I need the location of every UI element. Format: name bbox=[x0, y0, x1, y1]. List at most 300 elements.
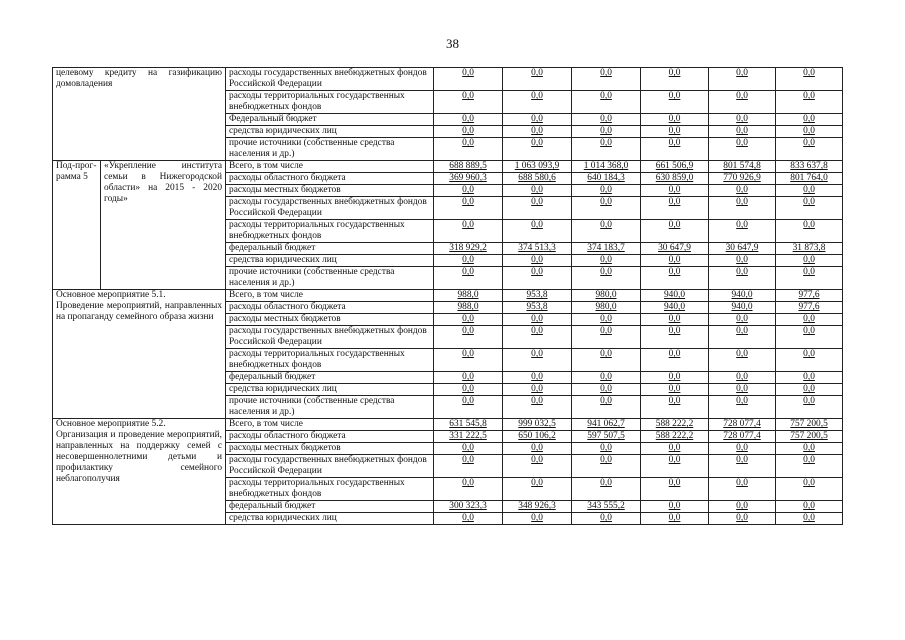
row-label: расходы территориальных государственных внебюджетных фондов bbox=[226, 349, 434, 372]
value-cell bbox=[641, 501, 709, 513]
row-label: расходы территориальных государственных внебюджетных фондов bbox=[226, 91, 434, 114]
value-cell bbox=[709, 161, 776, 173]
row-label: прочие источники (собственные средства населения и др.) bbox=[226, 396, 434, 419]
value-text: 0,0 bbox=[600, 326, 612, 336]
value-text: 650 106,2 bbox=[518, 431, 556, 441]
value-cell bbox=[503, 314, 572, 326]
value-cell bbox=[709, 302, 776, 314]
value-text: 0,0 bbox=[736, 220, 748, 230]
value-text: 0,0 bbox=[736, 314, 748, 324]
value-text: 0,0 bbox=[668, 478, 681, 488]
value-text: 801 764,0 bbox=[790, 173, 828, 183]
value-cell bbox=[503, 478, 572, 501]
value-text: 0,0 bbox=[803, 255, 815, 265]
value-text: 980,0 bbox=[595, 302, 617, 312]
value-cell bbox=[709, 91, 776, 114]
value-text: 0,0 bbox=[462, 314, 474, 324]
value-text: 0,0 bbox=[531, 314, 543, 324]
value-cell bbox=[776, 396, 843, 419]
value-cell bbox=[572, 267, 641, 290]
subprogram-description-text: «Укрепление института семьи в Нижегородской области» на 2015 - 2020 годы» bbox=[104, 161, 223, 204]
value-text: 833 637,8 bbox=[790, 161, 828, 171]
value-text: 0,0 bbox=[803, 455, 815, 465]
value-text: 661 506,9 bbox=[655, 161, 694, 171]
value-text: 0,0 bbox=[531, 513, 543, 523]
value-cell bbox=[503, 173, 572, 185]
value-text: 0,0 bbox=[736, 396, 748, 406]
value-text: 0,0 bbox=[462, 478, 474, 488]
value-text: 688 889,5 bbox=[449, 161, 487, 171]
value-cell bbox=[434, 396, 503, 419]
value-text: 988,0 bbox=[457, 290, 479, 300]
value-cell bbox=[709, 290, 776, 302]
value-cell bbox=[434, 267, 503, 290]
subprogram-code bbox=[53, 161, 101, 290]
value-cell bbox=[572, 243, 641, 255]
value-text: 0,0 bbox=[462, 267, 474, 277]
value-cell bbox=[776, 384, 843, 396]
value-text: 0,0 bbox=[600, 384, 612, 394]
value-cell bbox=[709, 114, 776, 126]
value-text: 374 513,3 bbox=[518, 243, 556, 253]
value-cell bbox=[503, 372, 572, 384]
value-text: 688 580,6 bbox=[518, 173, 556, 183]
value-text: 369 960,3 bbox=[449, 173, 487, 183]
value-text: 374 183,7 bbox=[587, 243, 625, 253]
value-text: 980,0 bbox=[595, 290, 617, 300]
value-cell bbox=[641, 185, 709, 197]
value-text: 0,0 bbox=[462, 68, 474, 78]
value-text: 940,0 bbox=[731, 302, 753, 312]
value-text: 0,0 bbox=[531, 126, 543, 136]
value-text: 0,0 bbox=[600, 91, 612, 101]
value-cell bbox=[641, 138, 709, 161]
row-label: прочие источники (собственные средства населения и др.) bbox=[226, 267, 434, 290]
table-row bbox=[53, 161, 843, 173]
value-cell bbox=[709, 513, 776, 525]
continued-description bbox=[53, 68, 226, 161]
value-cell bbox=[434, 114, 503, 126]
value-cell bbox=[776, 267, 843, 290]
value-text: 757 200,5 bbox=[790, 419, 828, 429]
value-cell bbox=[641, 396, 709, 419]
value-text: 0,0 bbox=[600, 114, 612, 124]
value-cell bbox=[572, 220, 641, 243]
value-text: 770 926,9 bbox=[723, 173, 761, 183]
value-cell bbox=[709, 396, 776, 419]
value-cell bbox=[572, 197, 641, 220]
table-row bbox=[53, 419, 843, 431]
value-text: 0,0 bbox=[736, 114, 748, 124]
value-cell bbox=[434, 513, 503, 525]
value-cell bbox=[709, 126, 776, 138]
value-text: 0,0 bbox=[803, 267, 815, 277]
value-cell bbox=[776, 114, 843, 126]
value-text: 0,0 bbox=[736, 267, 748, 277]
value-text: 0,0 bbox=[736, 372, 748, 382]
value-text: 0,0 bbox=[736, 443, 748, 453]
value-cell bbox=[434, 68, 503, 91]
value-cell bbox=[641, 197, 709, 220]
value-cell bbox=[434, 185, 503, 197]
event-title: Основное мероприятие 5.1. bbox=[56, 290, 166, 300]
value-cell bbox=[709, 255, 776, 267]
value-text: 0,0 bbox=[531, 326, 543, 336]
value-cell bbox=[434, 501, 503, 513]
row-label: федеральный бюджет bbox=[226, 501, 434, 513]
value-cell bbox=[776, 91, 843, 114]
value-text: 0,0 bbox=[736, 255, 748, 265]
value-cell bbox=[503, 302, 572, 314]
value-text: 728 077,4 bbox=[723, 431, 761, 441]
value-text: 0,0 bbox=[668, 326, 681, 336]
value-text: 977,6 bbox=[798, 290, 820, 300]
value-text: 0,0 bbox=[736, 197, 748, 207]
value-text: 0,0 bbox=[668, 501, 681, 511]
value-cell bbox=[641, 478, 709, 501]
value-text: 0,0 bbox=[531, 91, 543, 101]
value-text: 0,0 bbox=[462, 114, 474, 124]
value-text: 0,0 bbox=[668, 255, 681, 265]
value-cell bbox=[434, 314, 503, 326]
value-cell bbox=[434, 419, 503, 431]
value-text: 0,0 bbox=[803, 372, 815, 382]
value-cell bbox=[572, 173, 641, 185]
value-cell bbox=[709, 372, 776, 384]
value-text: 728 077,4 bbox=[723, 419, 761, 429]
value-text: 953,8 bbox=[526, 290, 548, 300]
value-text: 0,0 bbox=[803, 501, 815, 511]
value-cell bbox=[709, 384, 776, 396]
value-text: 0,0 bbox=[803, 68, 815, 78]
value-cell bbox=[503, 91, 572, 114]
budget-body bbox=[53, 68, 843, 525]
value-cell bbox=[572, 455, 641, 478]
value-cell bbox=[641, 68, 709, 91]
row-label: федеральный бюджет bbox=[226, 372, 434, 384]
row-label: расходы областного бюджета bbox=[226, 173, 434, 185]
value-cell bbox=[434, 91, 503, 114]
value-cell bbox=[572, 384, 641, 396]
value-text: 0,0 bbox=[668, 314, 681, 324]
value-cell bbox=[572, 372, 641, 384]
value-text: 0,0 bbox=[600, 255, 612, 265]
value-text: 0,0 bbox=[600, 197, 612, 207]
value-text: 0,0 bbox=[462, 396, 474, 406]
value-cell bbox=[503, 443, 572, 455]
value-cell bbox=[434, 443, 503, 455]
value-text: 0,0 bbox=[736, 349, 748, 359]
value-cell bbox=[776, 372, 843, 384]
value-cell bbox=[572, 478, 641, 501]
value-text: 953,8 bbox=[526, 302, 548, 312]
value-text: 0,0 bbox=[803, 185, 815, 195]
value-text: 0,0 bbox=[803, 349, 815, 359]
value-text: 0,0 bbox=[803, 114, 815, 124]
value-cell bbox=[709, 455, 776, 478]
value-text: 588 222,2 bbox=[655, 419, 694, 429]
value-cell bbox=[434, 302, 503, 314]
row-label: расходы государственных внебюджетных фондов Российской Федерации bbox=[226, 455, 434, 478]
value-text: 0,0 bbox=[462, 513, 474, 523]
value-text: 0,0 bbox=[600, 396, 612, 406]
value-cell bbox=[503, 68, 572, 91]
value-text: 0,0 bbox=[462, 185, 474, 195]
value-cell bbox=[709, 314, 776, 326]
value-cell bbox=[572, 443, 641, 455]
value-cell bbox=[641, 173, 709, 185]
value-cell bbox=[776, 138, 843, 161]
value-text: 588 222,2 bbox=[655, 431, 694, 441]
value-text: 30 647,9 bbox=[658, 243, 691, 253]
value-text: 0,0 bbox=[462, 349, 474, 359]
value-text: 0,0 bbox=[803, 396, 815, 406]
value-text: 0,0 bbox=[736, 455, 748, 465]
value-text: 343 555,2 bbox=[587, 501, 625, 511]
value-cell bbox=[434, 326, 503, 349]
value-cell bbox=[709, 68, 776, 91]
value-text: 0,0 bbox=[462, 455, 474, 465]
value-text: 331 222,5 bbox=[449, 431, 487, 441]
value-cell bbox=[503, 384, 572, 396]
value-cell bbox=[434, 455, 503, 478]
value-cell bbox=[503, 114, 572, 126]
value-text: 941 062,7 bbox=[587, 419, 625, 429]
value-cell bbox=[503, 326, 572, 349]
value-text: 0,0 bbox=[462, 326, 474, 336]
row-label: прочие источники (собственные средства населения и др.) bbox=[226, 138, 434, 161]
value-text: 0,0 bbox=[803, 197, 815, 207]
value-cell bbox=[503, 267, 572, 290]
value-cell bbox=[776, 314, 843, 326]
value-cell bbox=[572, 326, 641, 349]
value-text: 0,0 bbox=[736, 326, 748, 336]
value-text: 0,0 bbox=[531, 384, 543, 394]
value-text: 0,0 bbox=[462, 443, 474, 453]
value-cell bbox=[641, 326, 709, 349]
value-cell bbox=[572, 396, 641, 419]
value-text: 0,0 bbox=[736, 384, 748, 394]
row-label: расходы государственных внебюджетных фондов Российской Федерации bbox=[226, 197, 434, 220]
value-cell bbox=[434, 161, 503, 173]
value-text: 0,0 bbox=[736, 138, 748, 148]
value-text: 0,0 bbox=[668, 396, 681, 406]
row-label: средства юридических лиц bbox=[226, 126, 434, 138]
value-text: 0,0 bbox=[803, 126, 815, 136]
value-cell bbox=[776, 290, 843, 302]
value-text: 0,0 bbox=[668, 443, 681, 453]
event-description-text: Организация и проведение мероприятий, направленных на поддержку семей с несовершеннолетними детьми и профилактику семейного неблагополучия bbox=[56, 430, 223, 484]
value-text: 0,0 bbox=[736, 185, 748, 195]
value-text: 318 929,2 bbox=[449, 243, 487, 253]
value-text: 0,0 bbox=[531, 349, 543, 359]
value-cell bbox=[572, 513, 641, 525]
value-cell bbox=[503, 501, 572, 513]
value-cell bbox=[434, 138, 503, 161]
value-cell bbox=[709, 138, 776, 161]
value-cell bbox=[776, 126, 843, 138]
row-label: средства юридических лиц bbox=[226, 384, 434, 396]
value-cell bbox=[572, 126, 641, 138]
row-label: Всего, в том числе bbox=[226, 290, 434, 302]
value-cell bbox=[776, 185, 843, 197]
table-row bbox=[53, 290, 843, 302]
value-cell bbox=[572, 138, 641, 161]
row-label: Всего, в том числе bbox=[226, 419, 434, 431]
value-text: 0,0 bbox=[600, 478, 612, 488]
row-label: Федеральный бюджет bbox=[226, 114, 434, 126]
value-cell bbox=[776, 478, 843, 501]
value-text: 0,0 bbox=[531, 372, 543, 382]
value-cell bbox=[641, 513, 709, 525]
value-cell bbox=[572, 68, 641, 91]
value-text: 0,0 bbox=[531, 478, 543, 488]
value-cell bbox=[776, 349, 843, 372]
value-cell bbox=[503, 513, 572, 525]
value-cell bbox=[503, 197, 572, 220]
value-text: 0,0 bbox=[531, 138, 543, 148]
value-text: 0,0 bbox=[668, 455, 681, 465]
value-text: 0,0 bbox=[462, 384, 474, 394]
value-text: 631 545,8 bbox=[449, 419, 487, 429]
value-cell bbox=[776, 326, 843, 349]
value-text: 0,0 bbox=[803, 384, 815, 394]
value-cell bbox=[434, 431, 503, 443]
value-text: 757 200,5 bbox=[790, 431, 828, 441]
value-text: 0,0 bbox=[531, 443, 543, 453]
value-text: 0,0 bbox=[668, 185, 681, 195]
row-label: расходы местных бюджетов bbox=[226, 314, 434, 326]
value-cell bbox=[776, 501, 843, 513]
value-text: 0,0 bbox=[531, 197, 543, 207]
value-text: 0,0 bbox=[600, 314, 612, 324]
value-cell bbox=[434, 478, 503, 501]
value-cell bbox=[776, 68, 843, 91]
row-label: расходы областного бюджета bbox=[226, 302, 434, 314]
value-text: 0,0 bbox=[600, 185, 612, 195]
value-text: 0,0 bbox=[600, 513, 612, 523]
value-cell bbox=[572, 185, 641, 197]
value-text: 0,0 bbox=[531, 185, 543, 195]
event-title: Основное мероприятие 5.2. bbox=[56, 419, 166, 429]
value-text: 0,0 bbox=[668, 114, 681, 124]
value-cell bbox=[776, 455, 843, 478]
value-text: 1 063 093,9 bbox=[514, 161, 560, 171]
value-cell bbox=[572, 431, 641, 443]
row-label: расходы государственных внебюджетных фондов Российской Федерации bbox=[226, 326, 434, 349]
value-text: 0,0 bbox=[668, 68, 681, 78]
value-cell bbox=[503, 455, 572, 478]
value-text: 0,0 bbox=[531, 267, 543, 277]
value-cell bbox=[709, 267, 776, 290]
event-description bbox=[53, 290, 226, 419]
value-text: 30 647,9 bbox=[725, 243, 759, 253]
row-label: расходы местных бюджетов bbox=[226, 185, 434, 197]
value-text: 0,0 bbox=[600, 220, 612, 230]
value-text: 0,0 bbox=[668, 267, 681, 277]
value-cell bbox=[503, 185, 572, 197]
value-text: 0,0 bbox=[462, 138, 474, 148]
value-text: 801 574,8 bbox=[723, 161, 761, 171]
value-cell bbox=[641, 161, 709, 173]
value-cell bbox=[572, 255, 641, 267]
value-cell bbox=[709, 220, 776, 243]
value-cell bbox=[641, 431, 709, 443]
value-text: 0,0 bbox=[531, 220, 543, 230]
value-cell bbox=[709, 431, 776, 443]
value-text: 940,0 bbox=[663, 290, 686, 300]
value-cell bbox=[709, 349, 776, 372]
value-text: 0,0 bbox=[531, 255, 543, 265]
value-cell bbox=[641, 114, 709, 126]
value-cell bbox=[641, 419, 709, 431]
row-label: расходы территориальных государственных внебюджетных фондов bbox=[226, 220, 434, 243]
value-cell bbox=[434, 173, 503, 185]
value-cell bbox=[776, 255, 843, 267]
value-text: 630 859,0 bbox=[655, 173, 694, 183]
value-cell bbox=[503, 431, 572, 443]
value-cell bbox=[503, 138, 572, 161]
value-text: 0,0 bbox=[462, 220, 474, 230]
value-cell bbox=[709, 185, 776, 197]
value-cell bbox=[434, 255, 503, 267]
value-cell bbox=[503, 220, 572, 243]
value-cell bbox=[434, 197, 503, 220]
row-label: федеральный бюджет bbox=[226, 243, 434, 255]
value-text: 0,0 bbox=[600, 455, 612, 465]
value-text: 0,0 bbox=[803, 314, 815, 324]
value-cell bbox=[709, 326, 776, 349]
value-cell bbox=[641, 372, 709, 384]
value-cell bbox=[776, 220, 843, 243]
value-cell bbox=[572, 501, 641, 513]
value-cell bbox=[572, 161, 641, 173]
value-cell bbox=[641, 314, 709, 326]
value-text: 0,0 bbox=[531, 455, 543, 465]
value-cell bbox=[776, 161, 843, 173]
value-cell bbox=[572, 419, 641, 431]
value-text: 0,0 bbox=[600, 349, 612, 359]
value-cell bbox=[709, 501, 776, 513]
value-text: 0,0 bbox=[736, 513, 748, 523]
value-cell bbox=[641, 126, 709, 138]
value-text: 0,0 bbox=[736, 478, 748, 488]
value-text: 0,0 bbox=[668, 197, 681, 207]
row-label: средства юридических лиц bbox=[226, 513, 434, 525]
value-cell bbox=[641, 290, 709, 302]
value-cell bbox=[776, 513, 843, 525]
value-cell bbox=[434, 372, 503, 384]
row-label: расходы государственных внебюджетных фондов Российской Федерации bbox=[226, 68, 434, 91]
value-text: 0,0 bbox=[462, 255, 474, 265]
value-cell bbox=[641, 349, 709, 372]
value-text: 0,0 bbox=[600, 267, 612, 277]
value-cell bbox=[503, 419, 572, 431]
page-number: 38 bbox=[446, 36, 459, 51]
value-text: 0,0 bbox=[803, 478, 815, 488]
value-cell bbox=[641, 302, 709, 314]
value-cell bbox=[503, 255, 572, 267]
value-text: 940,0 bbox=[663, 302, 686, 312]
value-cell bbox=[776, 173, 843, 185]
value-text: 0,0 bbox=[600, 68, 612, 78]
value-text: 0,0 bbox=[462, 197, 474, 207]
value-cell bbox=[572, 349, 641, 372]
value-text: 0,0 bbox=[531, 114, 543, 124]
value-cell bbox=[776, 302, 843, 314]
value-text: 0,0 bbox=[600, 443, 612, 453]
row-label: расходы областного бюджета bbox=[226, 431, 434, 443]
